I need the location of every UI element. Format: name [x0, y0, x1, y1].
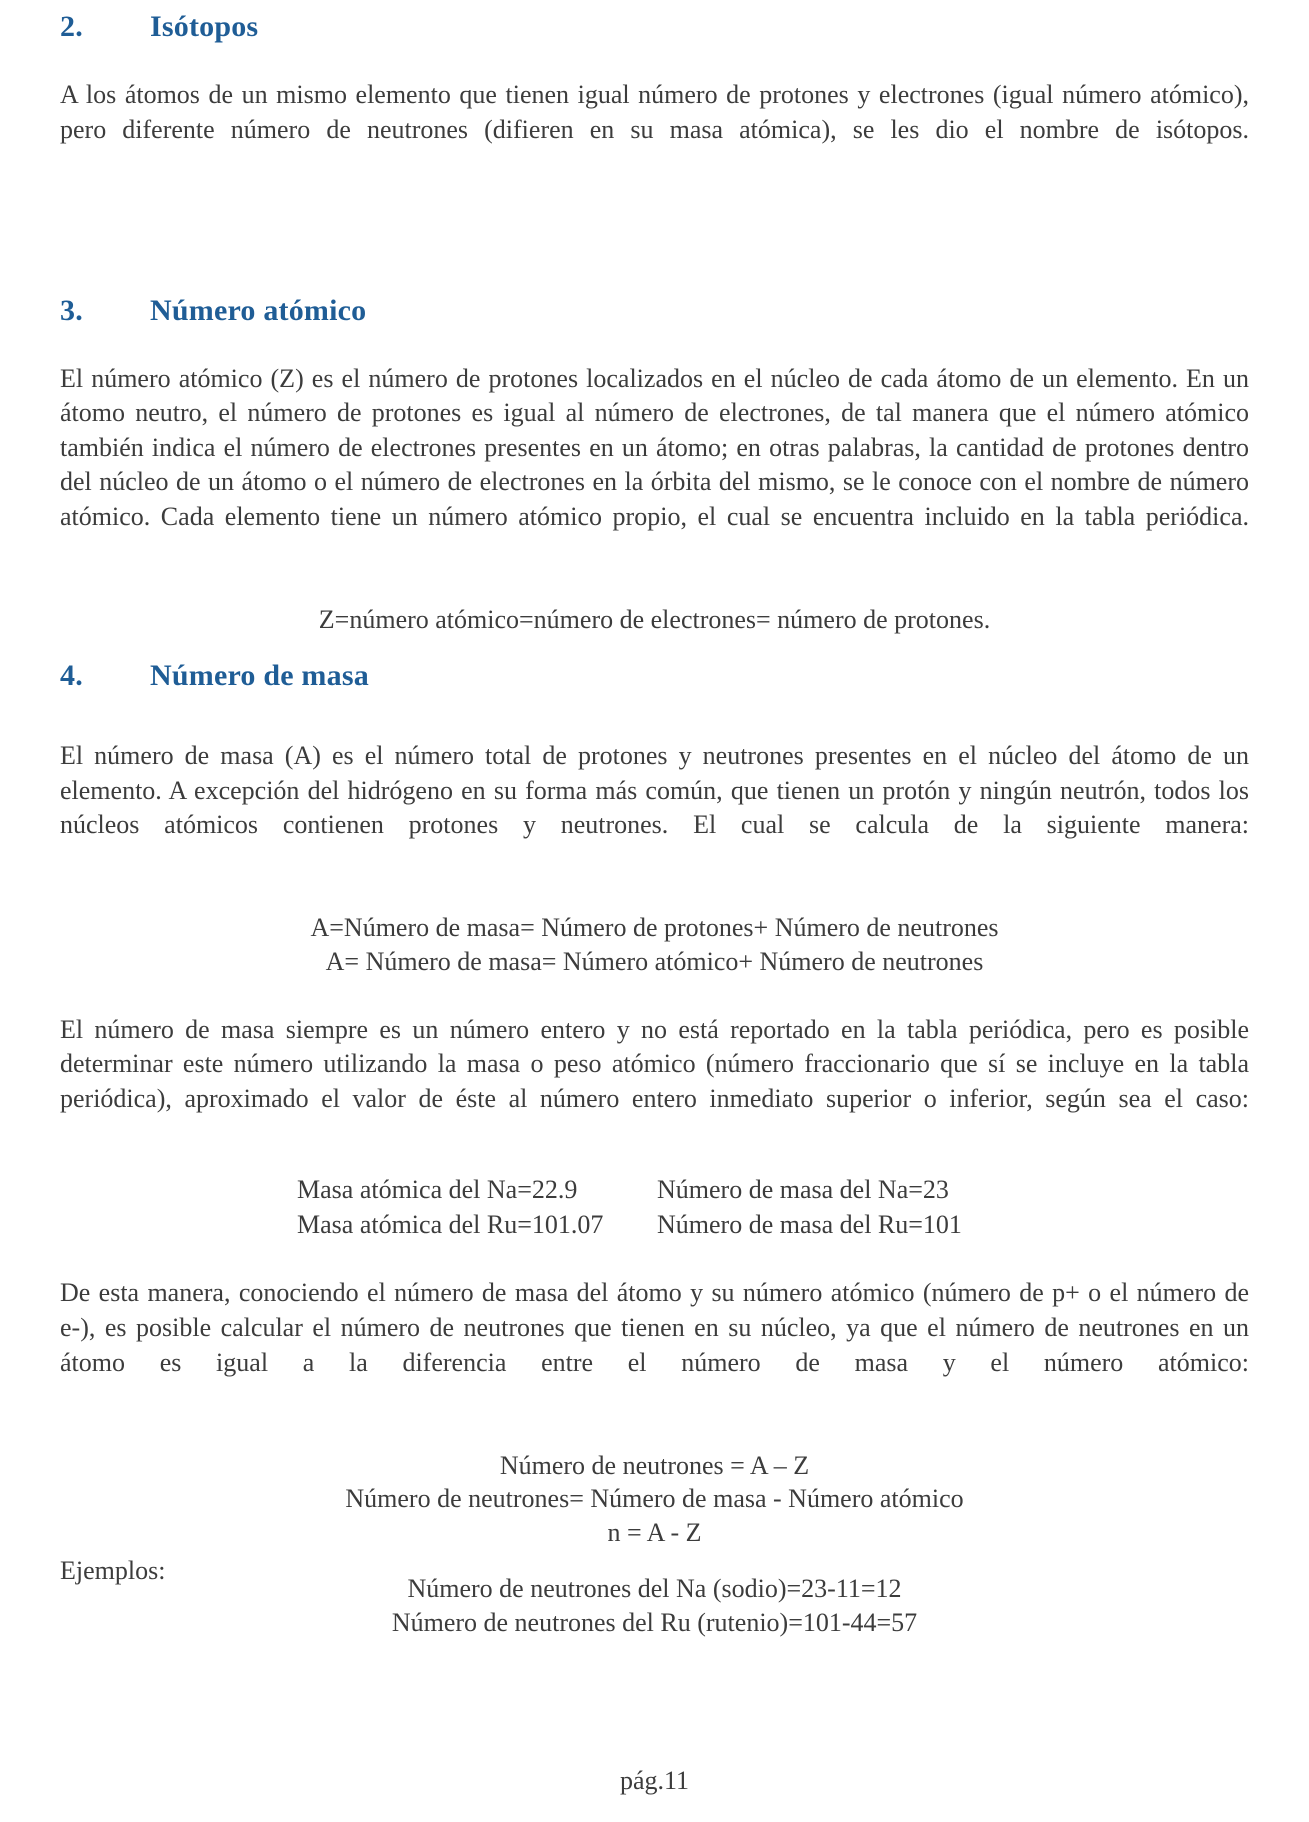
paragraph-numero-masa-2: El número de masa siempre es un número entero y no está reportado en la tabla periódica, pero es posible determinar este número utilizando la masa o peso atómico (número fraccionario que sí se incluye en la tabla periódica), aproximado el valor de éste al número entero inmediato superior o inferior, según sea el caso: [60, 1014, 1249, 1114]
heading-numero-atomico-number: 3. [60, 293, 83, 327]
mass-example-row [297, 1173, 1249, 1208]
spacer [60, 637, 1249, 659]
spacer [60, 569, 1249, 603]
spacer [60, 979, 1249, 1013]
heading-isotopos [60, 10, 1249, 44]
heading-numero-masa-title: Número de masa [150, 659, 369, 692]
formula-neutrones-n: n = A - Z [607, 1518, 702, 1548]
heading-numero-atomico-title: Número atómico [150, 293, 367, 327]
spacer [60, 1415, 1249, 1449]
mass-example-row [297, 1208, 1249, 1243]
mass-example-left: Masa atómica del Na=22.9 [297, 1175, 578, 1205]
formula-z: Z=número atómico=número de electrones= número de protones. [318, 605, 991, 635]
mass-example-left: Masa atómica del Ru=101.07 [297, 1209, 604, 1239]
spacer [60, 328, 1249, 362]
document-page: 2. Isótopos A los átomos de un mismo elemento que tienen igual número de protones y electrones (igual número atómico), pero diferente número de neutrones (difieren en su masa atómica), se les dio el nombre de isótopos. 3. Número atómico El número atómico (Z) es el número de protones localizados en el núcleo de cada átomo de un elemento. En un átomo neutro, el número de protones es igual al número de electrones, de tal manera que el número atómico también indica el número de electrones presentes en un átomo; en otras palabras, la cantidad de protones dentro del núcleo de un átomo o el número de electrones en la órbita del mismo, se le conoce con el nombre de número atómico. Cada elemento tiene un número atómico propio, el cual se encuentra incluido en la tabla periódica. Z=número atómico=número de electrones= número de protones. 4. Número de masa El número de masa (A) es el número total de protones y neutrones presentes en el núcleo del átomo de un elemento. A excepción del hidrógeno en su forma más común, que tienen un protón y ningún neutrón, todos los núcleos atómicos contienen protones y neutrones. El cual se calcula de la siguiente manera: A=Número de masa= Número de protones+ Número de neutrones A= Número de masa= Número atómico+ Número de neutrones El número de masa siempre es un número entero y no está reportado en la tabla periódica, pero es posible determinar este número utilizando la masa o peso atómico (número fraccionario que sí se incluye en la tabla periódica), aproximado el valor de éste al número entero inmediato superior o inferior, según sea el caso: Masa atómica del Na=22.9 Número de masa del Na=23 Masa atómica del Ru=101.07 Número de masa del Ru=101 De esta manera, conociendo el número de masa del átomo y su número atómico (número de p+ o el número de e-), es posible calcular el número de neutrones que tienen en su núcleo, ya que el número de neutrones en un átomo es igual a la diferencia entre el número de masa y el número atómico: Número de neutrones = A – Z Número de neutrones= Número de masa - Número atómico n = A - Z Ejemplos: Número de neutrones del Na (sodio)=23-11=12 Número de neutrones del Ru (rutenio)=101-44=57 pág.11 [0, 0, 1309, 1822]
spacer [60, 1550, 1249, 1572]
paragraph-numero-atomico: El número atómico (Z) es el número de protones localizados en el núcleo de cada átomo de un elemento. En un átomo neutro, el número de protones es igual al número de electrones, de tal manera que el número atómico también indica el número de electrones presentes en un átomo; en otras palabras, la cantidad de protones dentro del núcleo de un átomo o el número de electrones en la órbita del mismo, se le conoce con el nombre de número atómico. Cada elemento tiene un número atómico propio, el cual se encuentra incluido en la tabla periódica. [60, 363, 1249, 532]
neutron-example-na: Número de neutrones del Na (sodio)=23-11=12 [407, 1574, 902, 1604]
heading-isotopos-number: 2. [60, 10, 83, 43]
heading-numero-atomico [60, 294, 1249, 328]
paragraph-numero-masa-3: De esta manera, conociendo el número de masa del átomo y su número atómico (número de p+ o el número de e-), es posible calcular el número de neutrones que tienen en su núcleo, ya que el número de neutrones en un átomo es igual a la diferencia entre el número de masa y el número atómico: [60, 1278, 1249, 1377]
footer-page-number: 11 [664, 1766, 690, 1795]
formula-neutrones-palabras: Número de neutrones= Número de masa - Número atómico [345, 1484, 964, 1514]
formula-a-protones: A=Número de masa= Número de protones+ Número de neutrones [310, 913, 999, 943]
heading-isotopos-title: Isótopos [150, 10, 259, 43]
mass-example-right: Número de masa del Na=23 [657, 1175, 949, 1205]
paragraph-isotopos: A los átomos de un mismo elemento que tienen igual número de protones y electrones (igual número atómico), pero diferente número de neutrones (difieren en su masa atómica), se les dio el nombre de isótopos. [60, 80, 1249, 144]
spacer [60, 44, 1249, 78]
spacer [60, 693, 1249, 739]
formula-neutrones-az: Número de neutrones = A – Z [499, 1450, 810, 1480]
heading-numero-masa [60, 659, 1249, 693]
paragraph-numero-masa-1: El número de masa (A) es el número total de protones y neutrones presentes en el núcleo del átomo de un elemento. A excepción del hidrógeno en su forma más común, que tienen un protón y ningún neutrón, todos los núcleos atómicos contienen protones y neutrones. El cual se calcula de la siguiente manera: [60, 741, 1249, 840]
page-footer [0, 1766, 1309, 1796]
heading-numero-masa-number: 4. [60, 659, 83, 692]
footer-page-word: pág. [619, 1766, 664, 1795]
spacer [60, 877, 1249, 911]
formula-a-atomico: A= Número de masa= Número atómico+ Número de neutrones [325, 947, 984, 977]
mass-example-right: Número de masa del Ru=101 [657, 1209, 962, 1239]
spacer [60, 1151, 1249, 1173]
neutron-example-ru: Número de neutrones del Ru (rutenio)=101-44=57 [391, 1607, 918, 1637]
spacer [60, 1242, 1249, 1276]
spacer [60, 182, 1249, 242]
